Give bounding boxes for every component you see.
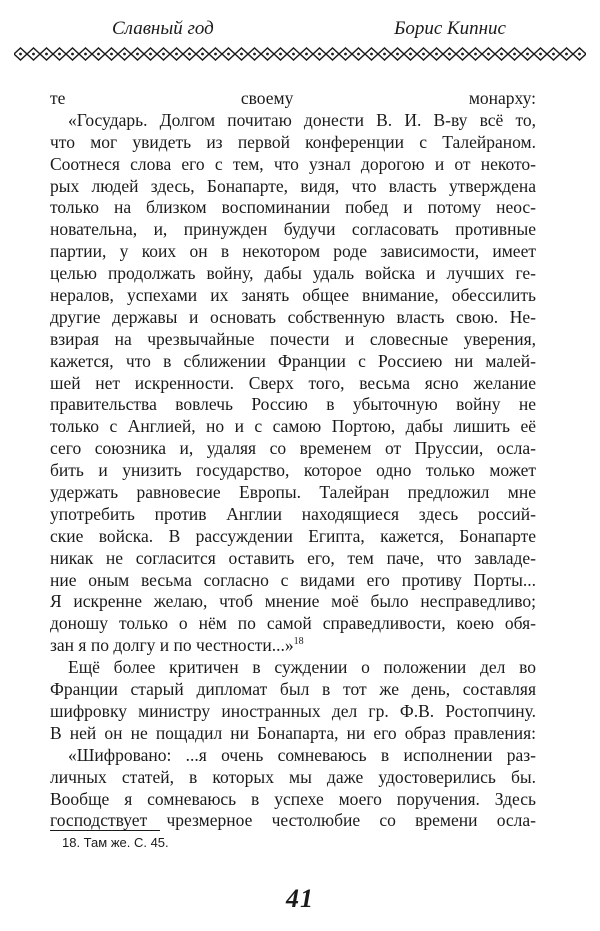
text-line: нералов, успехами их занять общее внимание, обессилить (50, 285, 536, 306)
ornament-dot (370, 53, 373, 56)
text-line: Я искренне желаю, чтоб мнение моё было несправедливо; (50, 591, 536, 612)
text-line: только с Англией, но и с самою Портою, дабы лишить её (50, 416, 536, 437)
ornament-dot (344, 53, 347, 56)
ornament-dot (227, 53, 230, 56)
text-line: «Шифровано: ...я очень сомневаюсь в исполнении раз- (68, 744, 536, 765)
footnote-reference[interactable]: 18 (293, 636, 304, 648)
header-author: Борис Кипнис (394, 18, 506, 39)
body-text (50, 88, 536, 832)
ornament-dot (97, 53, 100, 56)
ornament-dot (565, 53, 568, 56)
text-line: удержать равновесие Европы. Талейран предложил мне (50, 482, 536, 503)
ornament-dot (539, 53, 542, 56)
ornament-dot (474, 53, 477, 56)
ornament-dot (500, 53, 503, 56)
ornament-dot (162, 53, 165, 56)
header-book-title: Славный год (112, 18, 214, 39)
ornament-dot (19, 53, 22, 56)
ornament-dot (84, 53, 87, 56)
running-header (30, 18, 570, 42)
page-number: 41 (286, 884, 314, 913)
ornament-dot (188, 53, 191, 56)
text-line: партии, у коих он в некотором роде зависимости, имеет (50, 241, 536, 262)
ornament-dot (292, 53, 295, 56)
text-line: что мог увидеть из первой конференции с Талейраном. (50, 131, 536, 152)
ornament-dot (214, 53, 217, 56)
ornament-dot (58, 53, 61, 56)
text-line: рых людей здесь, Бонапарте, видя, что власть утверждена (50, 175, 536, 196)
ornament-dot (279, 53, 282, 56)
text-line: шифровку министру иностранных дел гр. Ф.В. Ростопчину. (50, 700, 536, 721)
ornament-dot (110, 53, 113, 56)
text-line: «Государь. Долгом почитаю донести В. И. В-ву всё то, (68, 109, 536, 130)
text-line: кажется, что в сближении Франции с Россиею ни малей- (50, 350, 536, 371)
ornament-dot (487, 53, 490, 56)
ornament-dot (409, 53, 412, 56)
text-line: Соотнеся слова его с тем, что узнал дорогою и от некото- (50, 153, 536, 174)
text-line: Ещё более критичен в суждении о положении дел во (68, 657, 536, 678)
text-line: целью продолжать войну, дабы удаль войска и лучших ге- (50, 263, 536, 284)
ornament-dot (383, 53, 386, 56)
ornament-dot (318, 53, 321, 56)
ornamental-border (14, 46, 586, 62)
text-line: те своему монарху: (50, 88, 536, 108)
text-line: господствует чрезмерное честолюбие со времени осла- (50, 810, 536, 831)
ornament-dot (45, 53, 48, 56)
text-line: взирая на чрезвычайные почести и словесные уверения, (50, 328, 536, 349)
text-line: Франции старый дипломат был в тот же день, составляя (50, 679, 536, 700)
text-line: употребить против Англии находящиеся здесь россий- (50, 503, 536, 524)
text-line: Вообще я сомневаюсь в успехе моего поручения. Здесь (50, 788, 536, 809)
ornament-dot (253, 53, 256, 56)
ornament-dot (578, 53, 581, 56)
ornament-dot (448, 53, 451, 56)
text-line: сего союзника и, удаляя со временем от Пруссии, осла- (50, 438, 536, 459)
text-line: только на близком воспоминании побед и потому неос- (50, 197, 536, 218)
footnote: 18. Там же. С. 45. (62, 835, 169, 850)
text-line: доношу только о нём по самой справедливости, коею обя- (50, 613, 536, 634)
quote-end-text: зан я по долгу и по честности...» (50, 635, 294, 656)
text-line: новательна, и, принужден будучи согласовать противные (50, 219, 536, 240)
text-line-with-footnote (50, 635, 536, 657)
ornament-dot (422, 53, 425, 56)
text-line: другие державы и основать собственную власть свою. Не- (50, 306, 536, 327)
ornament-dot (266, 53, 269, 56)
ornament-dot (552, 53, 555, 56)
ornament-dot (136, 53, 139, 56)
ornament-dot (526, 53, 529, 56)
text-line: ские войска. В рассуждении Египта, кажется, Бонапарте (50, 525, 536, 546)
footnote-divider (50, 830, 160, 831)
ornament-dot (201, 53, 204, 56)
text-line: личных статей, в которых мы даже удостоверились бы. (50, 766, 536, 787)
ornament-dot (175, 53, 178, 56)
ornament-dot (435, 53, 438, 56)
ornament-dot (240, 53, 243, 56)
ornament-dot (513, 53, 516, 56)
text-line: правительства вовлечь Россию в убыточную войну не (50, 394, 536, 415)
ornament-dot (123, 53, 126, 56)
ornament-dot (149, 53, 152, 56)
text-line: В ней он не пощадил ни Бонапарта, ни его образ правления: (50, 722, 536, 743)
ornament-dot (357, 53, 360, 56)
text-line: бить и унизить государство, которое одно только может (50, 460, 536, 481)
ornament-dot (32, 53, 35, 56)
ornament-dot (461, 53, 464, 56)
text-line: шей нет искренности. Сверх того, весьма ясно желание (50, 372, 536, 393)
text-line: никак не согласится оставить его, тем паче, что завладе- (50, 547, 536, 568)
ornament-dot (331, 53, 334, 56)
ornament-dot (71, 53, 74, 56)
ornament-dot (305, 53, 308, 56)
ornament-dot (396, 53, 399, 56)
text-line: ние оным весьма согласно с видами его противу Порты... (50, 569, 536, 590)
